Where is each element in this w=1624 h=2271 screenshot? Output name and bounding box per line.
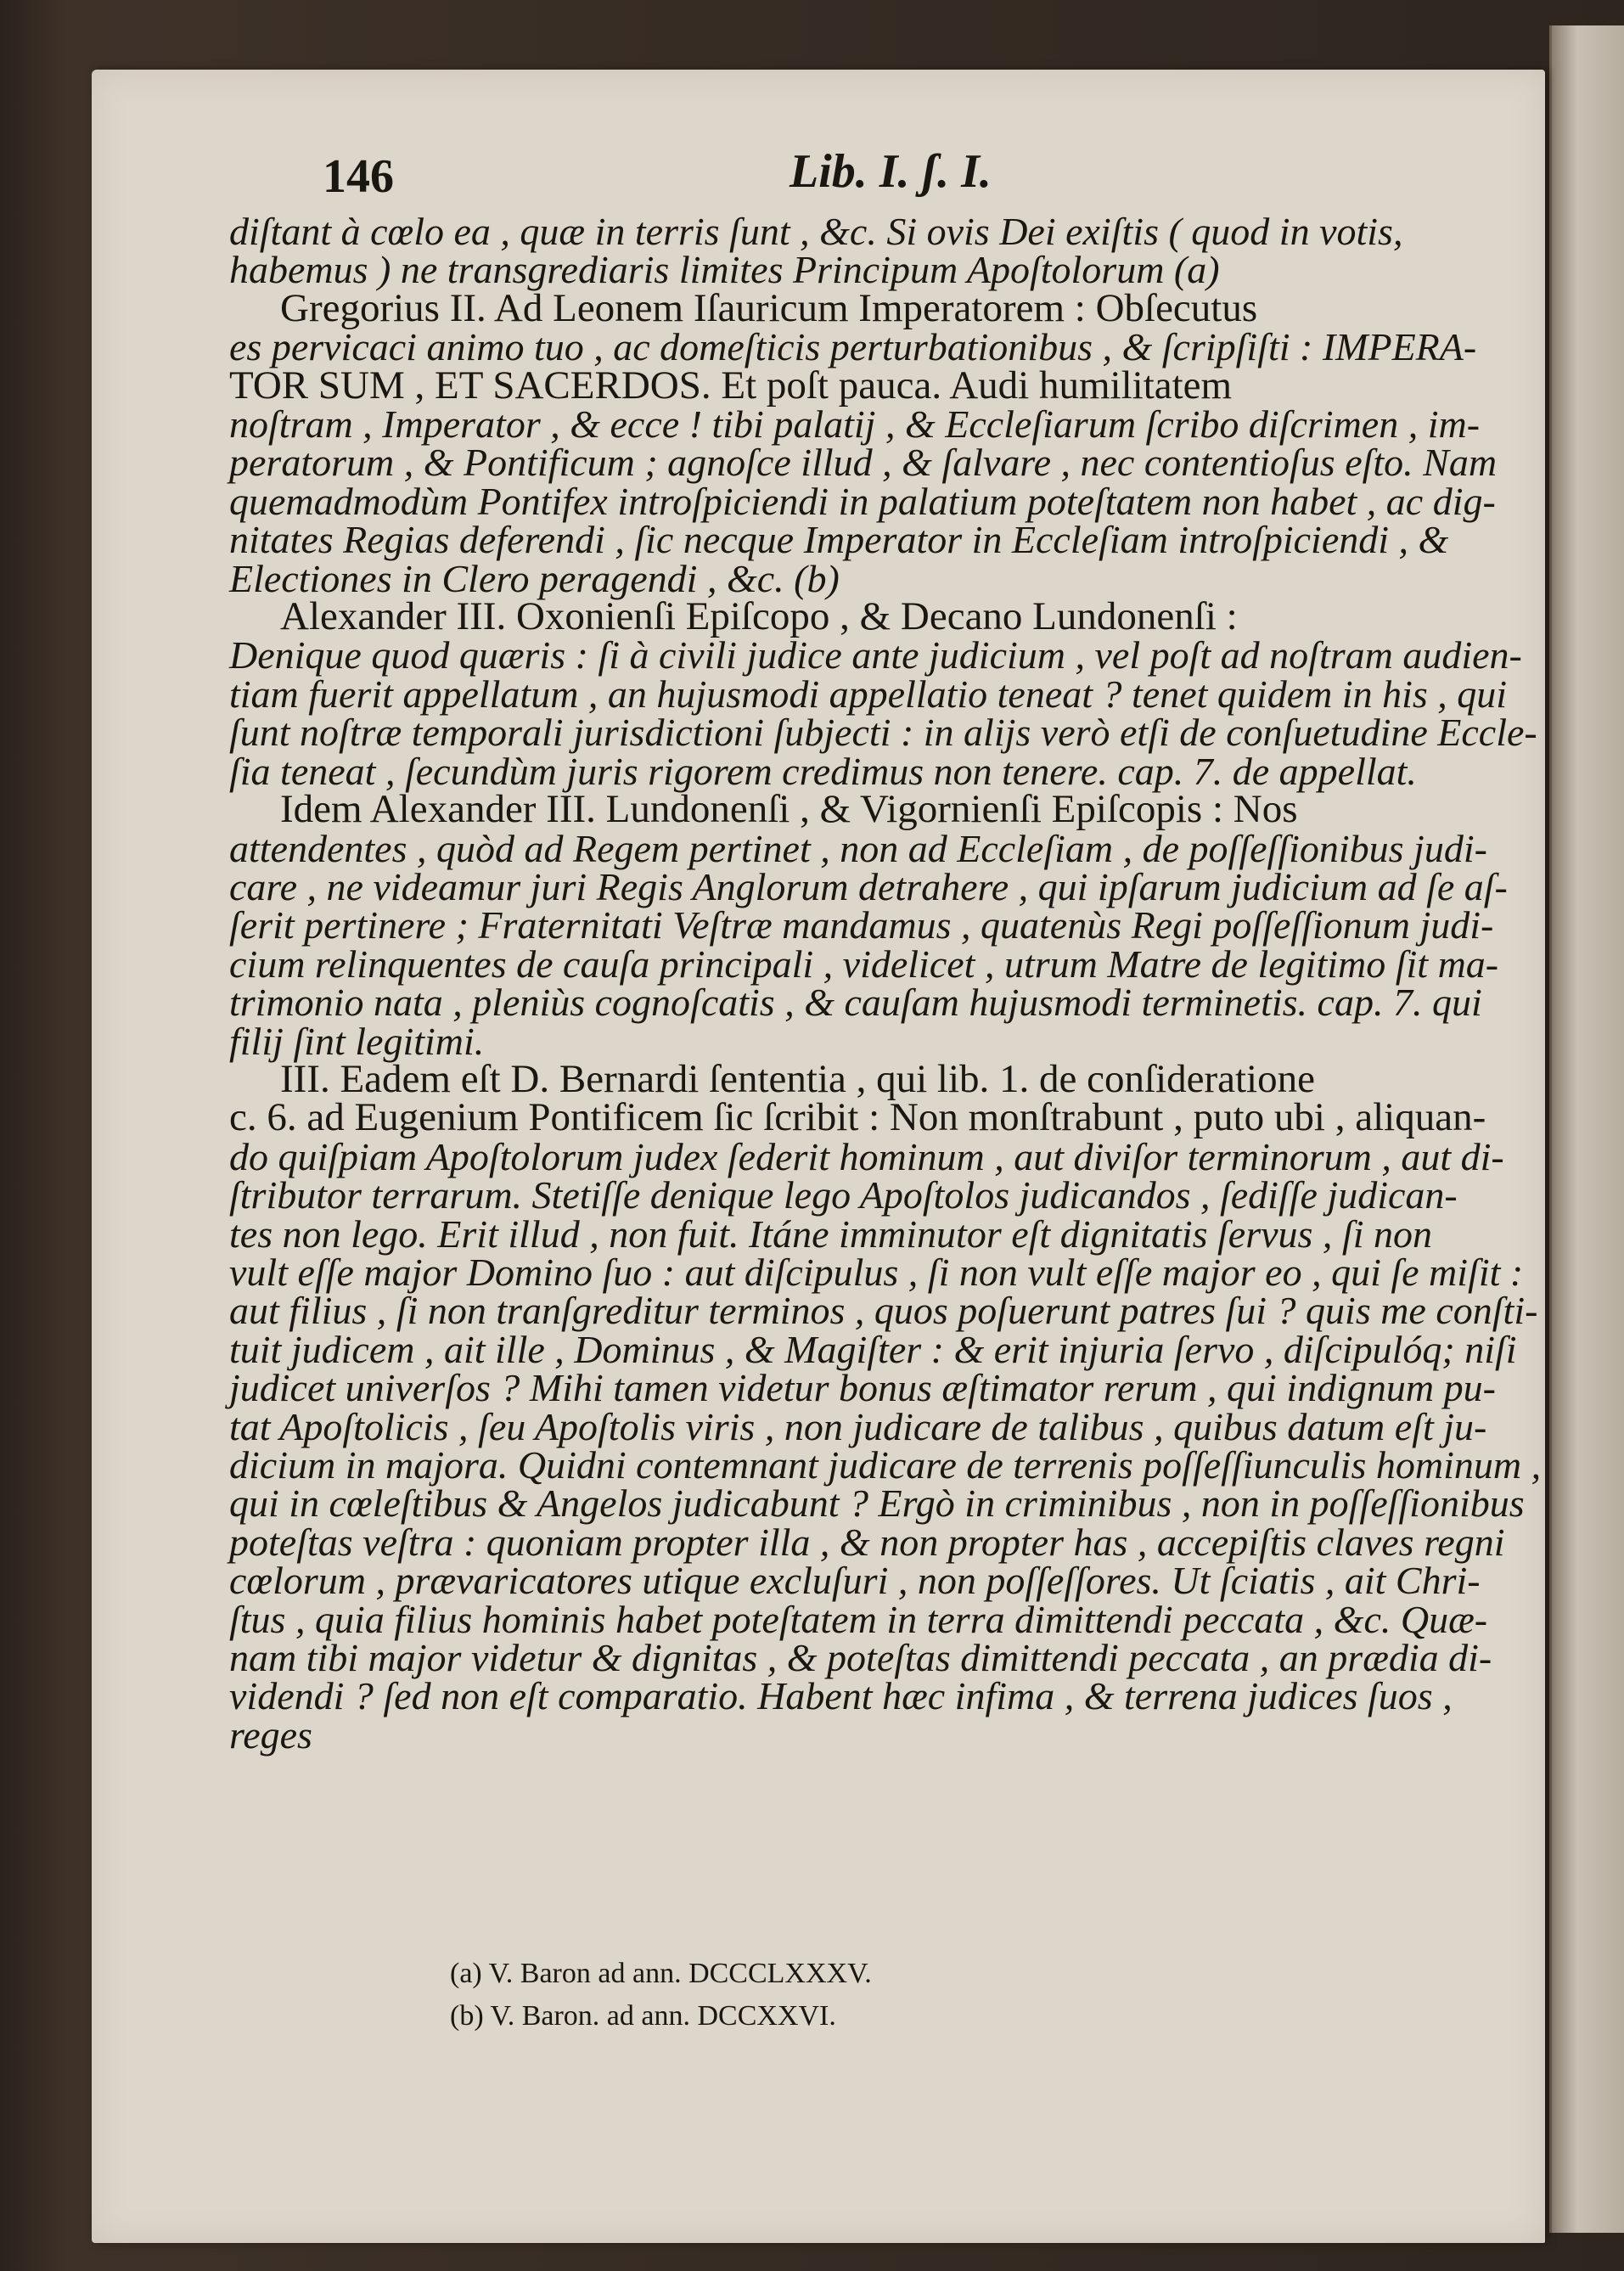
text-line: ſtributor terrarum. Stetiſſe denique lego Apoſtolos judicandos , ſediſſe judican- bbox=[229, 1173, 1458, 1217]
text-line: do quiſpiam Apoſtolorum judex ſederit hominum , aut diviſor terminorum , aut di- bbox=[229, 1134, 1504, 1178]
text-line: noſtram , Imperator , & ecce ! tibi palatij , & Eccleſiarum ſcribo diſcrimen , im- bbox=[229, 402, 1481, 447]
text-line: tat Apoſtolicis , ſeu Apoſtolis viris , non judicare de talibus , quibus datum eſt ju- bbox=[229, 1404, 1487, 1448]
text-line: judicet univerſos ? Mihi tamen videtur bonus æſtimator rerum , qui indignum pu- bbox=[229, 1366, 1496, 1410]
footnotes bbox=[450, 1953, 872, 2038]
text-line: quemadmodùm Pontifex introſpiciendi in palatium poteſtatem non habet , ac dig- bbox=[229, 479, 1496, 523]
text-line: reges bbox=[229, 1712, 312, 1757]
text-line: aut filius , ſi non tranſgreditur terminos , quos poſuerunt patres ſui ? quis me conſti- bbox=[229, 1289, 1538, 1333]
text-line: Alexander III. Oxonienſi Epiſcopo , & Decano Lundonenſi : bbox=[280, 594, 1238, 639]
body-text bbox=[229, 210, 1542, 1757]
text-line: dicium in majora. Quidni contemnant judicare de terrenis poſſeſſiunculis hominum , bbox=[229, 1443, 1542, 1487]
text-line: videndi ? ſed non eſt comparatio. Habent hæc infima , & terrena judices ſuos , bbox=[229, 1674, 1453, 1718]
text-line: Electiones in Clero peragendi , &c. (b) bbox=[229, 556, 840, 600]
text-line: trimonio nata , pleniùs cognoſcatis , & cauſam hujusmodi terminetis. cap. 7. qui bbox=[229, 981, 1482, 1025]
text-line: diſtant à cœlo ea , quæ in terris ſunt , &c. Si ovis Dei exiſtis ( quod in votis, bbox=[229, 210, 1403, 253]
text-line: ſunt noſtræ temporali jurisdictioni ſubjecti : in alijs verò etſi de conſuetudine Eccle- bbox=[229, 711, 1537, 755]
next-page-edge bbox=[1549, 25, 1624, 2233]
text-line: ſerit pertinere ; Fraternitati Veſtræ mandamus , quatenùs Regi poſſeſſionum judi- bbox=[229, 903, 1494, 947]
footnote-b: (b) V. Baron. ad ann. DCCXXVI. bbox=[450, 2000, 836, 2032]
text-line: ſtus , quia filius hominis habet poteſtatem in terra dimittendi peccata , &c. Quæ- bbox=[229, 1597, 1488, 1641]
text-line: vult eſſe major Domino ſuo : aut diſcipulus , ſi non vult eſſe major eo , qui ſe miſit : bbox=[229, 1250, 1524, 1294]
text-line: peratorum , & Pontificum ; agnoſce illud , & ſalvare , nec contentioſus eſto. Nam bbox=[229, 441, 1498, 485]
text-line: Gregorius II. Ad Leonem Iſauricum Imperatorem : Obſecutus bbox=[280, 285, 1258, 330]
text-line: filij ſint legitimi. bbox=[229, 1019, 485, 1063]
text-line: c. 6. ad Eugenium Pontificem ſic ſcribit : Non monſtrabunt , puto ubi , aliquan- bbox=[229, 1095, 1486, 1140]
text-line: Denique quod quæris : ſi à civili judice ante judicium , vel poſt ad noſtram audien- bbox=[229, 633, 1522, 677]
text-line: care , ne videamur juri Regis Anglorum detrahere , qui ipſarum judicium ad ſe aſ- bbox=[229, 864, 1508, 908]
text-line: Idem Alexander III. Lundonenſi , & Vigornienſi Epiſcopis : Nos bbox=[280, 787, 1298, 832]
text-line: ſia teneat , ſecundùm juris rigorem credimus non tenere. cap. 7. de appellat. bbox=[229, 749, 1417, 793]
text-line: cium relinquentes de cauſa principali , videlicet , utrum Matre de legitimo ſit ma- bbox=[229, 942, 1499, 986]
running-head: Lib. I. ʃ. I. bbox=[790, 145, 992, 198]
text-line: III. Eadem eſt D. Bernardi ſententia , qui lib. 1. de conſideratione bbox=[280, 1056, 1315, 1101]
page-number: 146 bbox=[323, 150, 394, 203]
text-line: tiam fuerit appellatum , an hujusmodi appellatio teneat ? tenet quidem in his , qui bbox=[229, 672, 1508, 716]
text-line: qui in cœleſtibus & Angelos judicabunt ? Ergò in criminibus , non in poſſeſſionibus bbox=[229, 1481, 1525, 1526]
text-line: habemus ) ne transgrediaris limites Principum Apoſtolorum (a) bbox=[229, 248, 1220, 292]
footnote-a: (a) V. Baron ad ann. DCCCLXXXV. bbox=[450, 1958, 872, 1989]
text-line: nam tibi major videtur & dignitas , & poteſtas dimittendi peccata , an prædia di- bbox=[229, 1636, 1492, 1680]
text-line: nitates Regias deferendi , ſic necque Imperator in Eccleſiam introſpiciendi , & bbox=[229, 518, 1449, 562]
text-line: es pervicaci animo tuo , ac domeſticis perturbationibus , & ſcripſiſti : IMPERA- bbox=[229, 325, 1477, 369]
page-header bbox=[229, 144, 1426, 212]
text-line: poteſtas veſtra : quoniam propter illa , & non propter has , accepiſtis claves regni bbox=[229, 1520, 1505, 1564]
text-line: tes non lego. Erit illud , non fuit. Itáne imminutor eſt dignitatis ſervus , ſi non bbox=[229, 1211, 1432, 1256]
text-line: cœlorum , prævaricatores utique excluſuri , non poſſeſſores. Ut ſciatis , ait Chri- bbox=[229, 1559, 1481, 1603]
text-line: attendentes , quòd ad Regem pertinet , non ad Eccleſiam , de poſſeſſionibus judi- bbox=[229, 826, 1487, 870]
text-line: tuit judicem , ait ille , Dominus , & Magiſter : & erit injuria ſervo , diſcipulóq; niſi bbox=[229, 1327, 1517, 1371]
text-line: TOR SUM , ET SACERDOS. Et poſt pauca. Audi humilitatem bbox=[229, 363, 1233, 408]
page-content bbox=[229, 144, 1542, 1757]
